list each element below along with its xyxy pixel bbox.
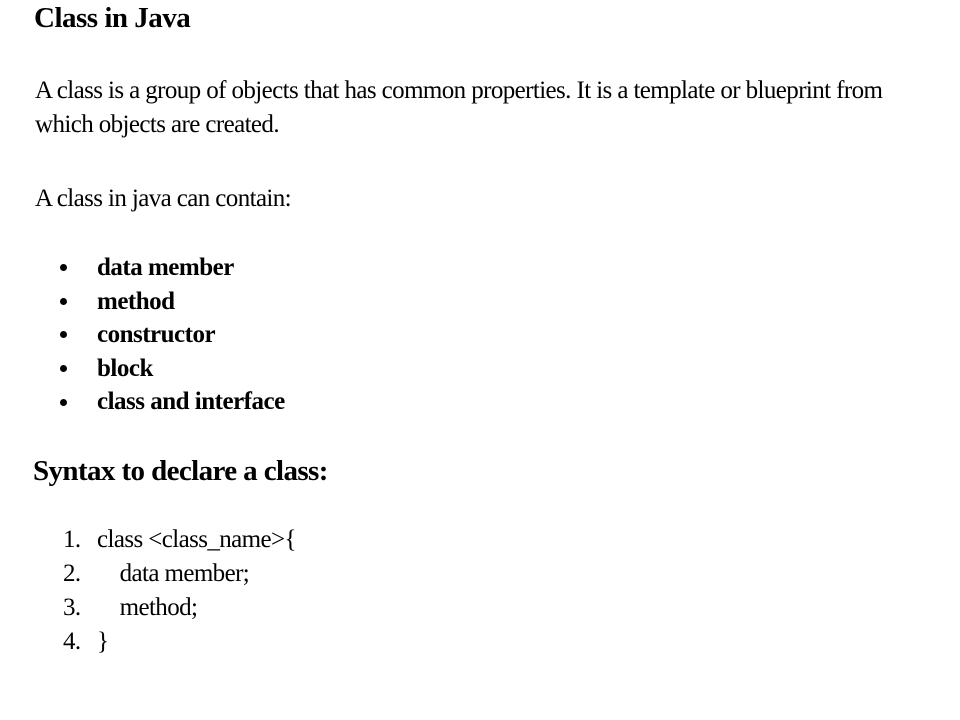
code-line [63,591,296,625]
list-item [60,318,285,352]
list-item [60,285,285,319]
page-title: Class in Java [34,2,191,34]
intro-line-2: which objects are created. [35,111,279,138]
list-item [60,385,285,419]
bullet-icon [60,331,67,338]
syntax-heading: Syntax to declare a class: [33,455,328,487]
code-line [63,523,296,557]
list-item-label: constructor [97,321,216,349]
code-text: class <class_name>{ [97,526,296,553]
list-item-label: data member [97,254,234,281]
list-item [60,352,285,386]
line-number: 4. [63,628,81,655]
code-text: method; [97,594,198,621]
list-item-label: class and interface [97,388,285,416]
contain-list [60,251,285,419]
code-line [63,557,296,591]
line-number: 3. [63,594,81,621]
code-text: data member; [97,560,250,587]
bullet-icon [60,399,67,406]
bullet-icon [60,298,67,305]
code-line [63,625,296,659]
line-number: 1. [63,526,81,553]
intro-paragraph [35,74,882,142]
line-number: 2. [63,560,81,587]
code-text: } [97,628,109,655]
list-item [60,251,285,285]
bullet-icon [60,365,67,372]
contain-label: A class in java can contain: [35,185,292,212]
syntax-code-list [63,523,296,659]
intro-line-1: A class is a group of objects that has common properties. It is a template or blueprint from [35,77,883,104]
bullet-icon [60,264,67,271]
list-item-label: block [97,354,153,382]
list-item-label: method [97,287,175,315]
